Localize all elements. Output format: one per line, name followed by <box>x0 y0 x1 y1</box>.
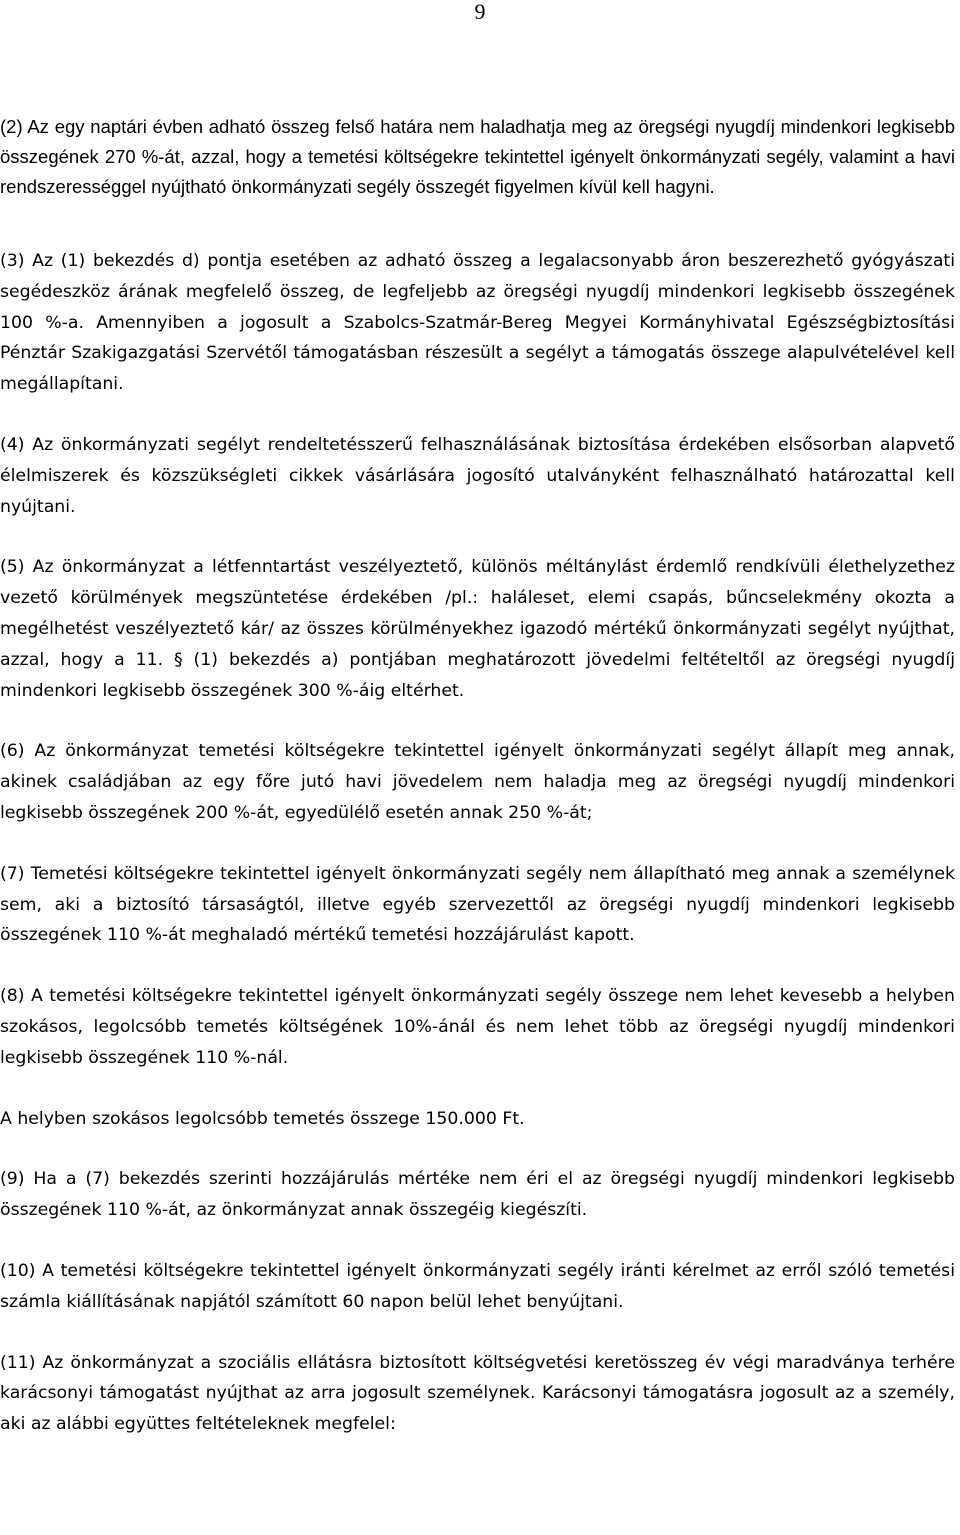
paragraph-11: (11) Az önkormányzat a szociális ellátásra biztosított költségvetési keretösszeg év végi maradványa terhére karácsonyi támogatást nyújthat az arra jogosult személynek. Karácsonyi támogatásra jogosult az a személy, aki az alábbi együttes feltételeknek megfelel: <box>0 1352 955 1435</box>
page-number: 9 <box>474 0 486 24</box>
paragraph-7: (7) Temetési költségekre tekintettel igényelt önkormányzati segély nem állapítható meg annak a személynek sem, aki a biztosító társaságtól, illetve egyéb szervezettől az öregségi nyugdíj mindenkori legkisebb összegének 110 %-át meghaladó mértékű temetési hozzájárulást kapott. <box>0 863 955 946</box>
paragraph-2: (2) Az egy naptári évben adható összeg felső határa nem haladhatja meg az öregségi nyugdíj mindenkori legkisebb összegének 270 %-át, azzal, hogy a temetési költségekre tekintettel igényelt önkormányzati segély, valamint a havi rendszerességgel nyújtható önkormányzati segély összegét figyelmen kívül kell hagyni. <box>0 116 955 197</box>
paragraph-8: (8) A temetési költségekre tekintettel igényelt önkormányzati segély összege nem lehet kevesebb a helyben szokásos, legolcsóbb temetés költségének 10%-ánál és nem lehet több az öregségi nyugdíj mindenkori legkisebb összegének 110 %-nál. <box>0 986 955 1068</box>
paragraph-6: (6) Az önkormányzat temetési költségekre tekintettel igényelt önkormányzati segélyt állapít meg annak, akinek családjában az egy főre jutó havi jövedelem nem haladja meg az öregségi nyugdíj mindenkori legkisebb összegének 200 %-át, egyedülélő esetén annak 250 %-át; <box>0 741 955 823</box>
document-body <box>0 112 955 1470</box>
paragraph-5: (5) Az önkormányzat a létfenntartást veszélyeztető, különös méltánylást érdemlő rendkívüli élethelyzethez vezető körülmények megszüntetése érdekében /pl.: haláleset, elemi csapás, bűncselekmény okozta a megélhetést veszélyeztető kár/ az összes körülményekhez igazodó mértékű önkormányzati segélyt nyújthat, azzal, hogy a 11. § (1) bekezdés a) pontjában meghatározott jövedelmi feltételtől az öregségi nyugdíj mindenkori legkisebb összegének 300 %-áig eltérhet. <box>0 557 955 701</box>
paragraph-4: (4) Az önkormányzati segélyt rendeltetésszerű felhasználásának biztosítása érdekében elsősorban alapvető élelmiszerek és közszükségleti cikkek vásárlására jogosító utalványként felhasználható határozattal kell nyújtani. <box>0 434 955 517</box>
paragraph-10: (10) A temetési költségekre tekintettel igényelt önkormányzati segély iránti kérelmet az erről szóló temetési számla kiállításának napjától számított 60 napon belül lehet benyújtani. <box>0 1260 955 1312</box>
paragraph-3: (3) Az (1) bekezdés d) pontja esetében az adható összeg a legalacsonyabb áron beszerezhető gyógyászati segédeszköz árának megfelelő összeg, de legfeljebb az öregségi nyugdíj mindenkori legkisebb összegének 100 %-a. Amennyiben a jogosult a Szabolcs-Szatmár-Bereg Megyei Kormányhivatal Egészségbiztosítási Pénztár Szakigazgatási Szervétől támogatásban részesült a segélyt a támogatás összege alapulvételével kell megállapítani. <box>0 251 955 395</box>
funeral-cost-note: A helyben szokásos legolcsóbb temetés összege 150.000 Ft. <box>0 1108 525 1129</box>
paragraph-9: (9) Ha a (7) bekezdés szerinti hozzájárulás mértéke nem éri el az öregségi nyugdíj mindenkori legkisebb összegének 110 %-át, az önkormányzat annak összegéig kiegészíti. <box>0 1169 955 1221</box>
